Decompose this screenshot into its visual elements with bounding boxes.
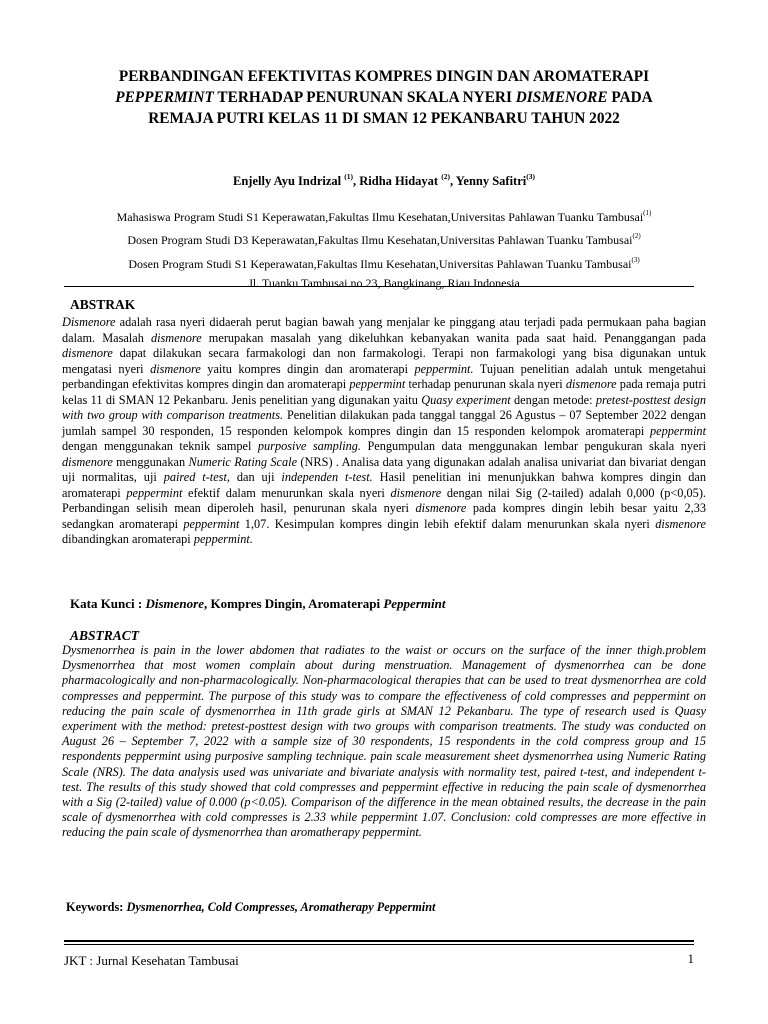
abstrak-segment: adalah rasa nyeri didaerah perut bagian bawah yang menjalar ke pinggang atau terjadi pada permukaan paha bagian dalam. Masalah — [62, 315, 706, 345]
author-list: Enjelly Ayu Indrizal $^{(1)}$, Ridha Hidayat $^{(2)}$, Yenny Safitri$^{(3)}$ — [233, 172, 535, 188]
affiliation-1: Mahasiswa Program Studi S1 Keperawatan,Fakultas Ilmu Kesehatan,Universitas Pahlawan Tuanku Tambusai$^{(1)}$ — [116, 209, 652, 224]
abstrak-top-rule — [64, 286, 694, 287]
abstrak-segment: (NRS) . Analisa data yang digunakan adalah analisa univariat dan bivariat dengan uji normalitas, uji — [62, 454, 706, 484]
abstrak-segment: pada kompres dingin lebih besar yaitu 2,33 sedangkan aromaterapi — [62, 501, 707, 531]
abstrak-segment: peppermint — [349, 377, 406, 391]
abstrak-segment: dismenore — [150, 361, 201, 376]
footer-rule-top — [64, 940, 694, 942]
abstrak-segment: pada remaja putri kelas 11 di SMAN 12 Pekanbaru. Jenis penelitian yang digunakan yaitu — [62, 377, 706, 407]
abstrak-segment: dismenore — [415, 501, 467, 515]
title-line-1: PERBANDINGAN EFEKTIVITAS KOMPRES DINGIN DAN AROMATERAPI — [118, 68, 650, 85]
footer-rule-bottom — [64, 944, 694, 945]
affiliation-3: Dosen Program Studi S1 Keperawatan,Fakultas Ilmu Kesehatan,Universitas Pahlawan Tuanku Tambusai$^{(3)}$ — [128, 255, 640, 271]
abstrak-segment: dengan metode: — [510, 392, 596, 407]
abstrak-segment: terhadap penurunan skala nyeri — [405, 377, 566, 391]
institution-address: Jl. Tuanku Tambusai no 23, Bangkinang, Riau Indonesia — [248, 275, 520, 290]
title-line-3: REMAJA PUTRI KELAS 11 DI SMAN 12 PEKANBARU TAHUN 2022 — [148, 110, 620, 127]
page-number: 1 — [687, 951, 694, 966]
abstrak-segment: dismenore — [62, 346, 113, 360]
abstrak-segment: Numeric Rating Scale — [188, 454, 298, 469]
abstrak-segment: pretest-posttest design with two group with comparison treatments. — [62, 392, 707, 422]
abstrak-segment: dismenore — [62, 454, 113, 469]
title-dismenore: DISMENORE — [515, 89, 608, 106]
abstrak-segment: purposive sampling. — [257, 439, 361, 453]
abstrak-segment: Pengumpulan data menggunakan lembar pengukuran skala nyeri — [361, 439, 706, 453]
abstrak-body — [62, 315, 706, 548]
abstrak-segment: independen t-test. — [281, 470, 373, 484]
paper-title — [60, 66, 708, 129]
abstrak-segment: efektif dalam menurunkan skala nyeri — [182, 485, 391, 500]
abstrak-segment: peppermint. — [414, 361, 474, 376]
abstrak-segment: Hasil penelitian ini menunjukkan bahwa kompres dingin dan aromaterapi — [62, 470, 706, 500]
abstrak-segment: Dismenore — [62, 315, 116, 329]
abstrak-segment: menggunakan — [112, 454, 189, 469]
affiliations — [60, 204, 708, 293]
affiliation-2: Dosen Program Studi D3 Keperawatan,Fakultas Ilmu Kesehatan,Universitas Pahlawan Tuanku Tambusai$^{(2)}$ — [127, 232, 641, 248]
abstrak-segment: peppermint — [126, 485, 183, 500]
kata-kunci: Kata Kunci : Dismenore, Kompres Dingin, Aromaterapi Peppermint — [70, 596, 446, 611]
abstrak-segment: peppermint — [649, 423, 706, 438]
abstrak-segment: dapat dilakukan secara farmakologi dan non farmakologi. Terapi non farmakologi yang bisa digunakan untuk mengatasi nyeri — [62, 346, 706, 376]
abstrak-segment: yaitu kompres dingin dan aromaterapi — [200, 361, 415, 376]
title-peppermint: PEPPERMINT — [115, 89, 214, 106]
keywords: Keywords: Dysmenorrhea, Cold Compresses, Aromatherapy Peppermint — [66, 900, 436, 914]
abstrak-segment: merupakan masalah yang dikeluhkan kebanyakan wanita pada saat haid. Penanggangan pada — [201, 330, 706, 345]
abstrak-heading: ABSTRAK — [70, 297, 136, 312]
abstrak-segment: dismenore — [655, 516, 706, 531]
abstract-body: Dysmenorrhea is pain in the lower abdomen that radiates to the waist or occurs on the surface of the inner thigh.problem Dysmenorrhea that most women complain about during menstruation. Management of dysmenorrhea can be done pharmacologically and non-pharmacologically. Non-pharmacological therapies that can be used to treat dysmenorrhea are cold compresses and peppermint. The purpose of this study was to compare the effectiveness of cold compresses and peppermint on reducing the pain scale of dysmenorrhea in 11th grade girls at SMAN 12 Pekanbaru. The type of research used is Quasy experiment with the method: pretest-posttest design with two groups with comparison treatments. The study was conducted on August 26 – September 7, 2022 with a sample size of 30 respondents, 15 respondents in the cold compress group and 15 respondents peppermint using purposive sampling technique. pain scale measurement sheet dysmenorrhea using Numeric Rating Scale (NRS). The data analysis used was univariate and bivariate analysis with normality test, paired t-test, and independent t-test. The results of this study showed that cold compresses and peppermint effective in reducing the pain scale of dysmenorrhea with a Sig (2-tailed) value of 0.000 (p<0.05). Comparison of the difference in the mean obtained results, the decrease in the pain scale of dysmenorrhea with cold compresses is 2.33 while peppermint 1.07. Conclusion: cold compresses are more effective in reducing the pain scale of dysmenorrhea than aromatherapy peppermint. — [62, 643, 706, 840]
abstrak-segment: Penelitian dilakukan pada tanggal tanggal 26 Agustus – 07 September 2022 dengan jumlah sampel 30 responden, 15 responden kelompok kompres dingin dan 15 responden kelompok aromaterapi — [62, 408, 706, 438]
abstrak-segment: paired t-test — [163, 470, 227, 484]
abstrak-segment: peppermint. — [193, 532, 253, 546]
title-line-2: PEPPERMINT TERHADAP PENURUNAN SKALA NYERI DISMENORE PADA — [115, 89, 653, 106]
abstrak-segment: , dan uji — [226, 470, 282, 484]
abstrak-segment: peppermint — [183, 516, 240, 531]
abstrak-segment: Tujuan penelitian adalah untuk mengetahui perbandingan efektivitas kompres dingin dan aromaterapi — [62, 361, 707, 391]
journal-name: JKT : Jurnal Kesehatan Tambusai — [64, 953, 239, 968]
abstrak-segment: dismenore — [565, 377, 617, 391]
abstrak-segment: dismenore — [390, 485, 442, 500]
abstrak-segment: 1,07. Kesimpulan kompres dingin lebih efektif dalam menurunkan skala nyeri — [239, 516, 656, 531]
abstrak-segment: dengan nilai Sig (2-tailed) adalah 0,000 (p<0,05). Perbandingan selisih mean diperoleh hasil, penurunan skala nyeri — [62, 485, 706, 515]
abstrak-segment: dismenore — [150, 330, 202, 345]
abstract-heading: ABSTRACT — [70, 628, 140, 643]
abstrak-segment: dengan menggunakan teknik sampel — [62, 439, 258, 453]
abstrak-segment: Quasy experiment — [421, 392, 511, 407]
abstrak-segment: dibandingkan aromaterapi — [62, 532, 194, 546]
